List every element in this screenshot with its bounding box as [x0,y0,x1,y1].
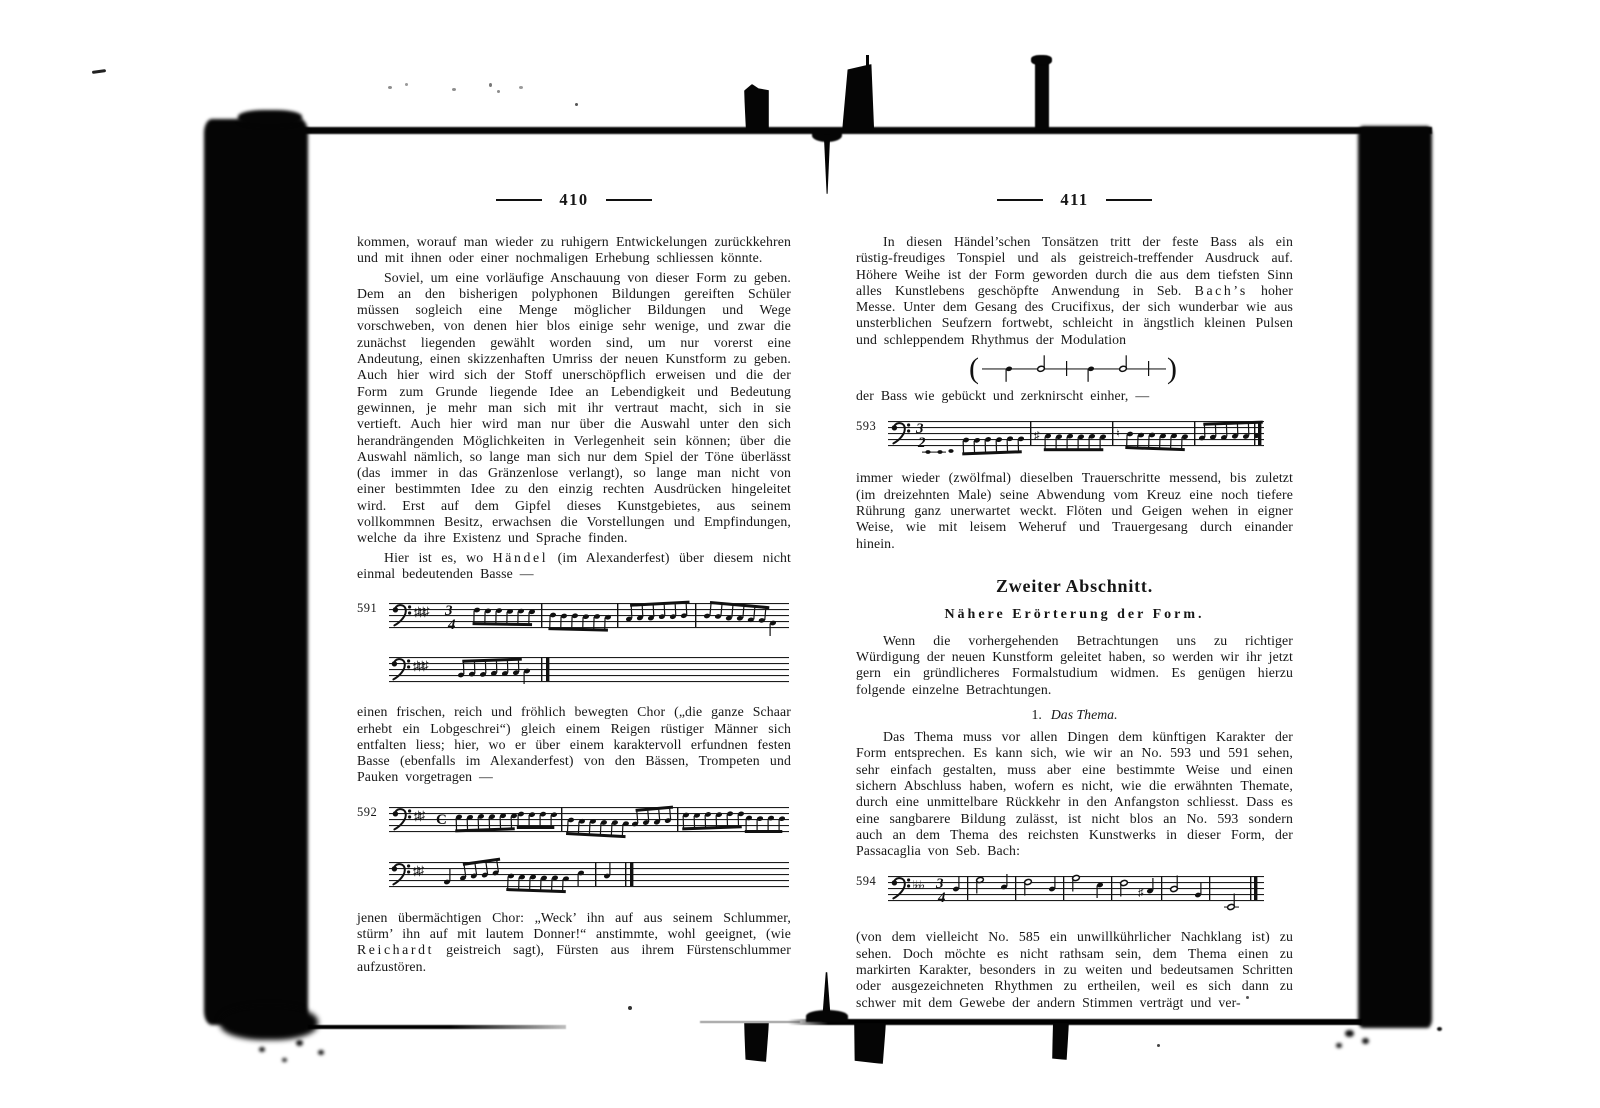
svg-text:♯♯: ♯♯ [414,807,423,823]
gutter-drip-top-tail [822,134,832,194]
section-subheading: Nähere Erörterung der Form. [944,606,1205,622]
paragraph-continuation: kommen, worauf man wieder zu ruhigern Entwickelungen zurückkehren und mit ihnen oder einer nochmaligen Erhebung schliessen könnte. [357,234,791,266]
paragraph-nachklang: (von dem vielleicht No. 585 ein unwillkührlicher Nachklang ist) zu sehen. Doch möchte es nicht rathsam sein, dem Thema einen zu markirten Karakter, besonders in zu weiten und bedeutsamen Schritten oder ausgezeichneten Rhythmen zu ertheilen, weil es sich dann zu schwer mit dem Gewebe der andern Stimmen verträgt und ver- [856,929,1293,1010]
gutter-spike-base [806,1010,848,1022]
svg-text:♯♯♯: ♯♯♯ [413,658,427,674]
page-header-right [856,190,1293,210]
header-rule [1106,199,1152,201]
scan-speck [575,103,578,106]
music-staff-592-system1 [389,793,789,847]
modulation-figure-graphic [969,351,1181,387]
subsection-name: Das Thema. [1050,707,1118,723]
section-heading: Zweiter Abschnitt. [995,575,1154,596]
svg-text:3: 3 [916,421,924,438]
text-segment: jenen übermächtigen Chor: „Weck’ ihn auf aus seinem Schlummer, stürm’ ihn auf mit lautem Donner!“ anstimmte, wohl geeignet, (wie [357,909,791,942]
pencil-mark [452,88,456,91]
binding-tab-bottom-1 [744,1023,769,1062]
text-segment: geistreich sagt), Fürsten aus ihrem Fürstenschlummer aufzustören. [357,942,791,974]
page-number-left: 410 [559,190,589,209]
svg-text:3: 3 [936,876,944,893]
pencil-dash-top-left [92,69,106,74]
paragraph-haendel-tonsaetze [856,234,1293,348]
binding-tab-top-2 [842,64,877,132]
scan-speck [1336,1043,1342,1048]
name-bach: Bach’s [1194,282,1248,298]
text-segment: hoher Messe. Unter dem Gesang des Crucifixus, der sich wunderbar wie aus unsterblichen Seufzern fortwebt, schleicht in ängstlich kleinen Pulsen und schleppendem Rhythmus der Modulation [856,282,1293,347]
music-example-592 [357,793,791,901]
scan-blob-left [204,119,308,1025]
paragraph-soviel: Soviel, um eine vorläufige Anschauung von dieser Form zu geben. Dem an den bisherigen polyphonen Bildungen gereiften Schüler müssen sogleich eine Menge möglicher Bildungen und Wege vorschweben, von denen hier blos einige sehr wenige, und zwar die zunächst liegenden gewählt worden sind, um nur vorerst eine Andeutung, einen skizzenhaften Umriss der neuen Kunstform zu geben. Auch hier wird sich der Stoff unerschöpflich erweisen und die der Form zum Grunde liegende Idee an Lebendigkeit und Bedeutung gewinnen, je mehr man sich mit ihr vertraut macht, sich in sie vertieft. Auch hier wird man nur über die Auswahl unter den sich herandrängenden Möglichkeiten in Verlegenheit sein können; über die Auswahl nämlich, so lange man sich nur dem Spiel der Töne überlässt (das immer in das Gränzenlose verlangt), so lange man nicht von einer bestimmten Idee zu den einzig rechten Ausdrücken hingeleitet wird. Erst auf dem Gipfel dieses Kunstgebietes, aus seinem vollkommnen Besitz, erwachsen die Vorstellungen und Empfindungen, welche da ihre Existenz und Sprache finden. [357,269,791,546]
page-left [357,190,791,978]
svg-text:(: ( [968,352,979,386]
music-staff-591-system1 [389,589,789,643]
scan-speck [1362,1038,1369,1044]
paragraph-haendel-intro [357,550,791,583]
svg-text:♯♯♯: ♯♯♯ [414,604,428,620]
music-example-label: 591 [357,601,378,616]
pencil-mark [497,90,500,93]
scan-speck [259,1047,265,1052]
scan-blob-left-tail [220,1006,318,1040]
text-segment: In diesen Händel’schen Tonsätzen tritt der feste Bass als ein rüstig-freudiges Tonspiel und als geistreich-treffender Ausdruck auf. Höhere Weihe ist der Form geworden durch die aus dem tiefsten Sinn alles Kunstlebens geschöpfte Anwendung in Seb. [856,234,1293,298]
scan-bottom-line-stub [700,1021,800,1023]
svg-text:4: 4 [938,890,946,907]
svg-text:♭♭♭: ♭♭♭ [912,878,923,893]
music-example-594 [856,862,1293,920]
scan-speck [1157,1044,1160,1047]
scan-blob-left-top-bump [238,110,302,126]
paragraph-wenn-die: Wenn die vorhergehenden Betrachtungen uns zu richtiger Würdigung der neuen Kunstform geleitet haben, so werden wir ihr jetzt gern ein gründlicheres Formalstudium widmen. Es genügen hierzu folgende einzelne Betrachtungen. [856,632,1293,697]
subsection-title [856,707,1293,723]
music-staff-591-system2 [389,645,789,695]
pencil-mark [405,83,408,86]
scan-speck [1437,1027,1442,1031]
paragraph-weck-ihn-auf [357,910,791,975]
svg-text:C: C [436,811,447,828]
paragraph-der-bass: der Bass wie gebückt und zerknirscht einher, — [856,388,1150,404]
scan-bottom-line-left [308,1025,566,1029]
scan-speck [628,1006,632,1010]
binding-tab-top-1 [744,84,769,132]
header-rule [496,199,542,201]
paragraph-das-thema: Das Thema muss vor allen Dingen dem künftigen Karakter der Form entsprechen. Es kann sich, wie wir an No. 593 und 591 sehen, sehr einfach gestalten, muss aber eine bestimmte Weise und einen sichern Abschluss haben, wofern es nicht, wie die erwähnten Themate, durch eine unmittelbare Rückkehr in den Anfangston schliesst. Dass es eine sangbarere Bildung zulässt, ist nicht blos an No. 593 sondern auch an dem Thema des reichsten Kunstwerks in dieser Form, der Passacaglia von Seb. Bach: [856,729,1293,859]
page-right [856,190,1293,1014]
music-example-593 [856,407,1293,461]
paragraph-chor: einen frischen, reich und fröhlich bewegten Chor („die ganze Schaar erhebt ein Lobgeschrei“) gleich einem Reigen rüstiger Männer sich entfalten liess; hier, wo er über einem karaktervoll erfundnen festen Basse (ebenfalls im Alexanderfest) von den Bässen, Trompeten und Pauken vorgetragen — [357,704,791,785]
pencil-mark [388,86,392,89]
svg-text:♮: ♮ [1116,428,1120,441]
music-staff-594 [888,862,1264,920]
music-staff-593 [888,407,1264,461]
scan-bar-right [1358,126,1432,1028]
svg-text:♯♯: ♯♯ [413,862,422,878]
binding-tab-top-3 [1035,58,1049,130]
page-header-left [357,190,791,210]
name-haendel: Händel [492,549,549,565]
header-rule [606,199,652,201]
svg-text:♯: ♯ [1138,887,1144,900]
subsection-number: 1. [1031,707,1042,723]
binding-tab-top-2-spike [866,55,869,69]
header-rule [997,199,1043,201]
svg-text:): ) [1166,352,1177,386]
binding-tab-bottom-2 [854,1023,886,1064]
scan-speck [1345,1030,1354,1037]
music-example-label: 594 [856,874,877,889]
scan-speck [296,1040,303,1046]
binding-tab-bottom-3 [1052,1023,1069,1060]
music-example-591 [357,589,791,695]
scan-speck [318,1050,324,1055]
name-reichardt: Reichardt [357,942,435,958]
svg-text:4: 4 [448,617,456,634]
svg-text:♯: ♯ [1034,430,1040,443]
paragraph-trauerschritte: immer wieder (zwölfmal) dieselben Trauerschritte messend, bis zuletzt (im dreizehnten Male) seine Abwendung vom Kreuz eine noch tiefere Rührung ganz unerwartet weckt. Flöten und Geigen wehen in eigner Weise, wie mit leisem Weheruf und Trauergesang durch einander hinein. [856,470,1293,551]
binding-tab-top-3-cap [1031,55,1052,65]
music-staff-592-system2 [389,849,789,901]
music-example-label: 593 [856,419,877,434]
page-number-right: 411 [1060,190,1089,209]
music-example-label: 592 [357,804,378,819]
modulation-rhythm-figure [856,351,1293,387]
svg-text:2: 2 [918,435,926,452]
text-segment: Hier ist es, wo [384,549,493,565]
svg-text:3: 3 [445,603,453,620]
scan-speck [282,1058,287,1062]
pencil-mark [519,86,523,89]
scan-speck [1246,996,1249,999]
text-segment: (im Alexanderfest) über diesem nicht einmal bedeutenden Basse — [357,549,791,581]
pencil-mark [489,83,492,87]
